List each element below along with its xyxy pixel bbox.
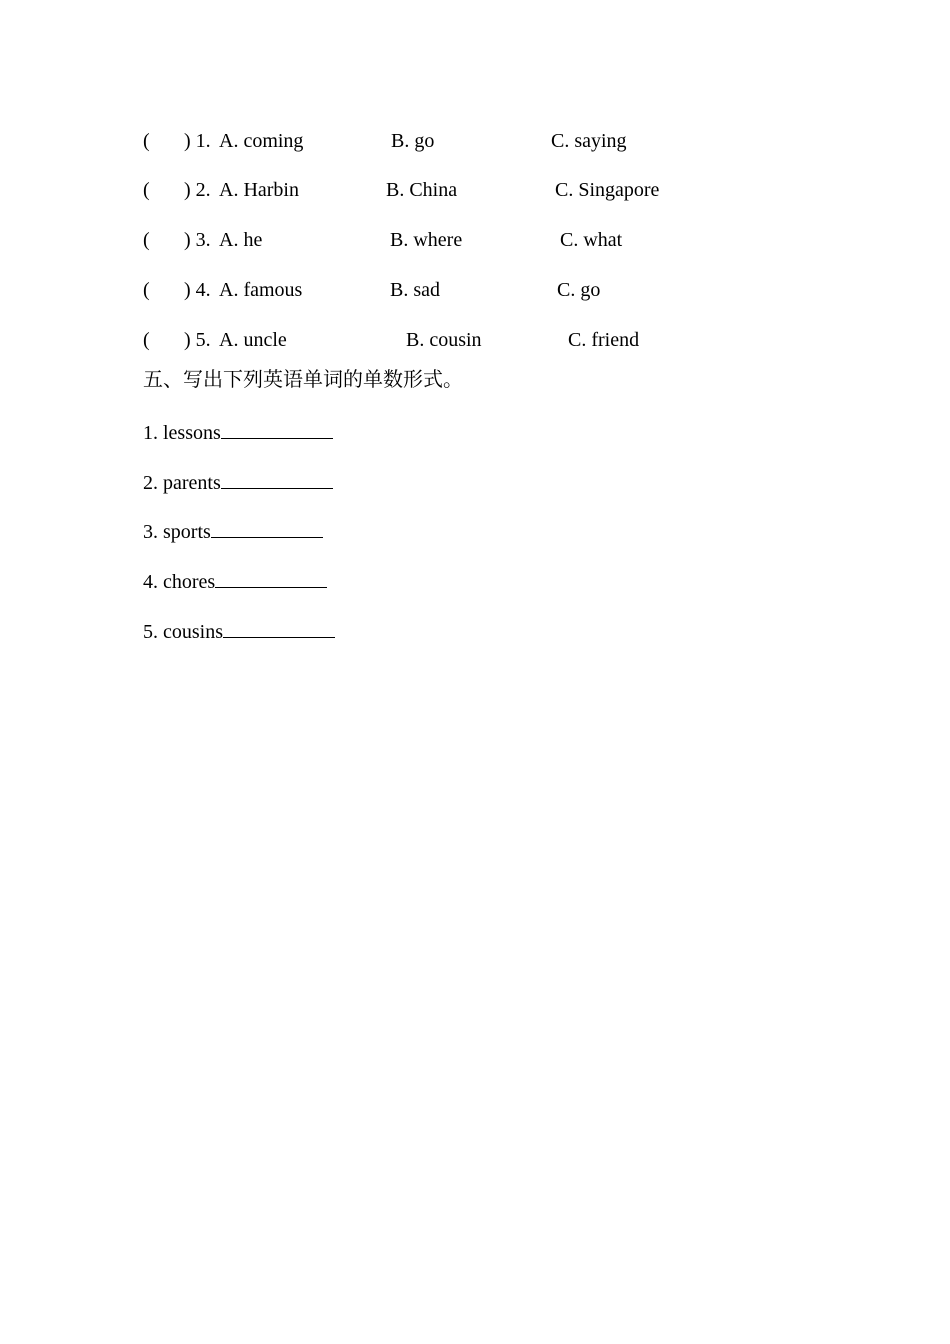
fill-item-3 [143,517,323,547]
question-number: ) 4. [184,279,211,301]
answer-paren-open: ( [143,329,150,351]
answer-blank[interactable] [211,519,323,538]
choice-question-4 [0,275,950,305]
answer-blank[interactable] [221,470,333,489]
section-five-heading: 五、写出下列英语单词的单数形式。 [143,367,463,391]
option-c: C. what [560,229,623,251]
answer-blank[interactable] [221,420,333,439]
fill-item-label: 4. chores [143,571,216,593]
option-c: C. Singapore [555,179,660,201]
question-number: ) 2. [184,179,211,201]
answer-paren-open: ( [143,279,150,301]
answer-paren-open: ( [143,179,150,201]
choice-question-3 [0,225,950,255]
option-c: C. friend [568,329,640,351]
option-b: B. go [391,130,435,152]
answer-paren-open: ( [143,229,150,251]
option-a: A. famous [219,279,303,301]
fill-item-label: 2. parents [143,472,221,494]
question-number: ) 1. [184,130,211,152]
option-b: B. sad [390,279,440,301]
choice-question-2 [0,175,950,205]
answer-paren-open: ( [143,130,150,152]
option-a: A. he [219,229,263,251]
question-number: ) 3. [184,229,211,251]
option-a: A. coming [219,130,304,152]
option-c: C. saying [551,130,627,152]
fill-item-2 [143,468,333,498]
option-b: B. where [390,229,463,251]
choice-question-1 [0,126,950,156]
fill-item-label: 5. cousins [143,621,223,643]
question-number: ) 5. [184,329,211,351]
option-c: C. go [557,279,601,301]
fill-item-1 [143,418,333,448]
choice-question-5 [0,325,950,355]
fill-item-label: 3. sports [143,521,211,543]
option-b: B. China [386,179,458,201]
answer-blank[interactable] [215,569,327,588]
fill-item-label: 1. lessons [143,422,221,444]
fill-item-5 [143,617,335,647]
answer-blank[interactable] [223,619,335,638]
option-b: B. cousin [406,329,482,351]
option-a: A. Harbin [219,179,299,201]
fill-item-4 [143,567,327,597]
option-a: A. uncle [219,329,287,351]
